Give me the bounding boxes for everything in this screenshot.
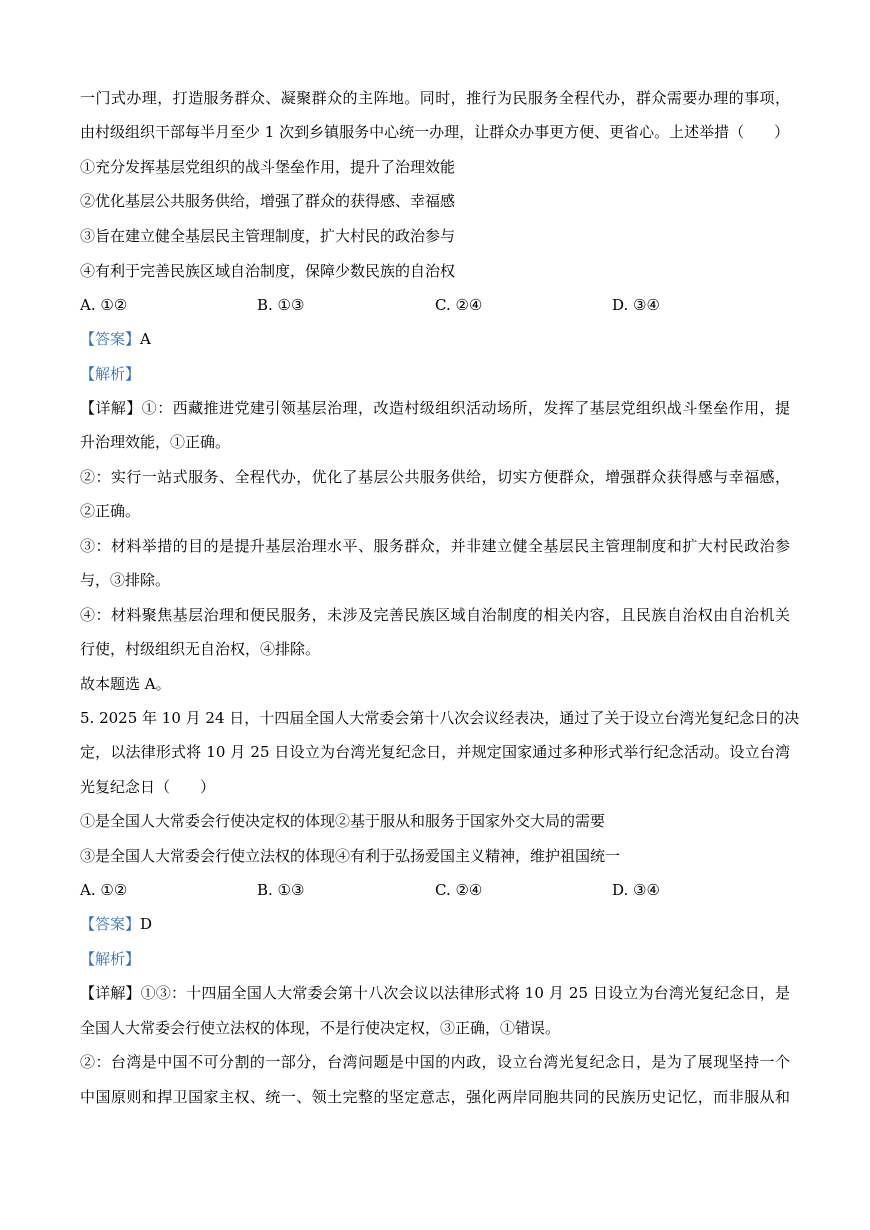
- detail-text: ①：西藏推进党建引领基层治理，改造村级组织活动场所，发挥了基层党组织战斗堡垒作用，提: [141, 399, 790, 417]
- detail-tag: 【详解】: [80, 399, 142, 417]
- q4-statement-1: ①充分发挥基层党组织的战斗堡垒作用，提升了治理效能: [80, 158, 456, 176]
- answer-tag: 【答案】: [80, 330, 141, 348]
- q5-stem-line-1: 5. 2025 年 10 月 24 日，十四届全国人大常委会第十八次会议经表决，通过了关于设立台湾光复纪念日的决: [80, 709, 800, 727]
- q4-detail-line-4: ②正确。: [80, 502, 141, 520]
- q4-detail-line-8: 行使，村级组织无自治权，④排除。: [80, 640, 321, 658]
- q4-detail-line-1: [80, 398, 790, 418]
- q5-option-c: C. ②④: [435, 881, 483, 899]
- q5-option-b: B. ①③: [257, 881, 305, 899]
- q5-answer: [80, 914, 152, 934]
- q4-stem-line-2: 由村级组织干部每半月至少 1 次到乡镇服务中心统一办理，让群众办事更方便、更省心。上述举措（ ）: [80, 123, 790, 141]
- answer-value: D: [140, 915, 153, 933]
- detail-tag: 【详解】: [80, 984, 141, 1002]
- q4-statement-2: ②优化基层公共服务供给，增强了群众的获得感、幸福感: [80, 192, 456, 210]
- q4-detail-line-6: 与，③排除。: [80, 571, 171, 589]
- q5-statement-line-2: ③是全国人大常委会行使立法权的体现④有利于弘扬爱国主义精神，维护祖国统一: [80, 847, 621, 865]
- q4-detail-line-5: ③：材料举措的目的是提升基层治理水平、服务群众，并非建立健全基层民主管理制度和扩大村民政治参: [80, 537, 790, 555]
- q5-stem-line-3: 光复纪念日（ ）: [80, 778, 216, 796]
- q5-analysis-tag: 【解析】: [80, 950, 141, 968]
- q5-option-a: A. ①②: [80, 881, 128, 899]
- q4-stem-line-1: 一门式办理，打造服务群众、凝聚群众的主阵地。同时，推行为民服务全程代办，群众需要办理的事项，: [80, 89, 790, 107]
- q5-detail-line-2: 全国人大常委会行使立法权的体现，不是行使决定权，③正确，①错误。: [80, 1019, 561, 1037]
- q4-answer: [80, 329, 151, 349]
- detail-text: ①③：十四届全国人大常委会第十八次会议以法律形式将 10 月 25 日设立为台湾光复纪念日，是: [140, 984, 790, 1002]
- q5-detail-line-3: ②：台湾是中国不可分割的一部分，台湾问题是中国的内政，设立台湾光复纪念日，是为了展现坚持一个: [80, 1053, 790, 1071]
- q4-statement-3: ③旨在建立健全基层民主管理制度，扩大村民的政治参与: [80, 227, 456, 245]
- answer-value: A: [140, 330, 151, 348]
- q5-detail-line-4: 中国原则和捍卫国家主权、统一、领土完整的坚定意志，强化两岸同胞共同的民族历史记忆，而非服从和: [80, 1088, 790, 1106]
- q4-conclusion: 故本题选 A。: [80, 675, 171, 693]
- q5-option-d: D. ③④: [612, 881, 660, 899]
- q4-option-d: D. ③④: [612, 296, 660, 314]
- q4-options: [80, 295, 790, 315]
- q5-stem-line-2: 定，以法律形式将 10 月 25 日设立为台湾光复纪念日，并规定国家通过多种形式举行纪念活动。设立台湾: [80, 743, 790, 761]
- q5-statement-line-1: ①是全国人大常委会行使决定权的体现②基于服从和服务于国家外交大局的需要: [80, 812, 606, 830]
- q5-detail-line-1: [80, 983, 790, 1003]
- q4-option-c: C. ②④: [435, 296, 483, 314]
- q4-statement-4: ④有利于完善民族区域自治制度，保障少数民族的自治权: [80, 262, 456, 280]
- answer-tag: 【答案】: [80, 915, 141, 933]
- q4-option-a: A. ①②: [80, 296, 128, 314]
- q4-detail-line-3: ②：实行一站式服务、全程代办，优化了基层公共服务供给，切实方便群众，增强群众获得感与幸福感，: [80, 468, 790, 486]
- q4-analysis-tag: 【解析】: [80, 365, 141, 383]
- q5-options: [80, 880, 790, 900]
- q4-detail-line-2: 升治理效能，①正确。: [80, 433, 231, 451]
- q4-detail-line-7: ④：材料聚焦基层治理和便民服务，未涉及完善民族区域自治制度的相关内容，且民族自治权由自治机关: [80, 606, 790, 624]
- q4-option-b: B. ①③: [257, 296, 305, 314]
